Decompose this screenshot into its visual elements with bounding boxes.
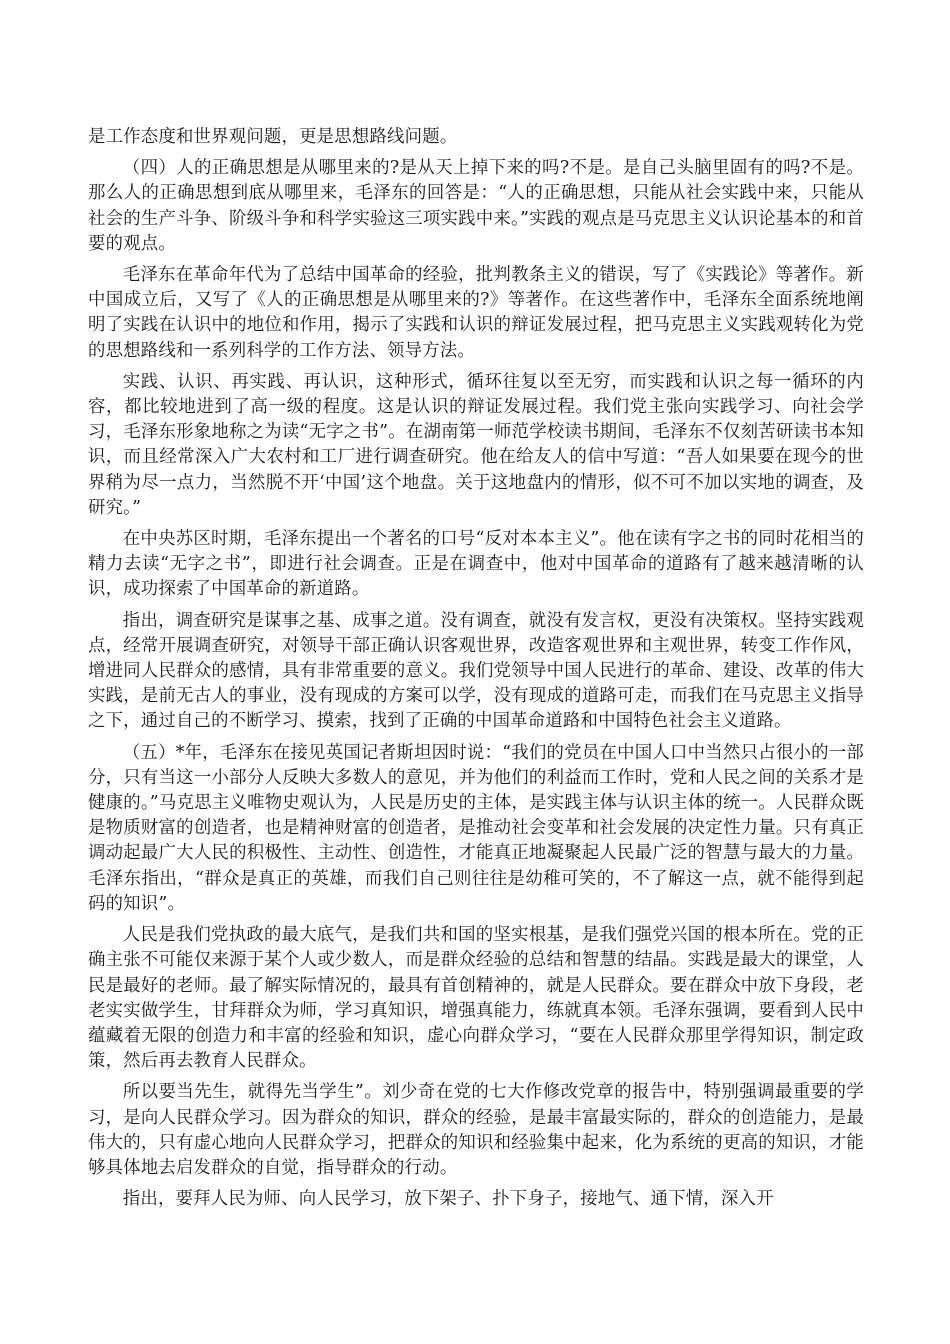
paragraph-5: 在中央苏区时期，毛泽东提出一个著名的口号“反对本本主义”。他在读有字之书的同时花相当的精力去读“无字之书”，即进行社会调查。正是在调查中，他对中国革命的道路有了越来越清晰的认识，成功探索了中国革命的新道路。 [88, 529, 864, 600]
paragraph-2: （四）人的正确思想是从哪里来的?是从天上掉下来的吗?不是。是自己头脑里固有的吗?不是。那么人的正确思想到底从哪里来，毛泽东的回答是：“人的正确思想，只能从社会实践中来，只能从社会的生产斗争、阶级斗争和科学实验这三项实践中来。”实践的观点是马克思主义认识论基本的和首要的观点。 [88, 158, 864, 254]
document-page [88, 125, 864, 1218]
paragraph-9: 所以要当先生，就得先当学生”。刘少奇在党的七大作修改党章的报告中，特别强调最重要的学习，是向人民群众学习。因为群众的知识，群众的经验，是最丰富最实际的，群众的创造能力，是最伟大的，只有虚心地向人民群众学习，把群众的知识和经验集中起来，化为系统的更高的知识，才能够具体地去启发群众的自觉，指导群众的行动。 [88, 1082, 864, 1178]
paragraph-1: 是工作态度和世界观问题，更是思想路线问题。 [88, 127, 458, 147]
paragraph-7: （五）*年，毛泽东在接见英国记者斯坦因时说：“我们的党员在中国人口中当然只占很小的一部分，只有当这一小部分人反映大多数人的意见，并为他们的利益而工作时，党和人民之间的关系才是健康的。”马克思主义唯物史观认为，人民是历史的主体，是实践主体与认识主体的统一。人民群众既是物质财富的创造者，也是精神财富的创造者，是推动社会变革和社会发展的决定性力量。只有真正调动起最广大人民的积极性、主动性、创造性，才能真正地凝聚起人民最广泛的智慧与最大的力量。毛泽东指出，“群众是真正的英雄，而我们自己则往往是幼稚可笑的，不了解这一点，就不能得到起码的知识”。 [88, 742, 864, 914]
paragraph-6: 指出，调查研究是谋事之基、成事之道。没有调查，就没有发言权，更没有决策权。坚持实践观点，经常开展调查研究，对领导干部正确认识客观世界，改造客观世界和主观世界，转变工作作风，增进同人民群众的感情，具有非常重要的意义。我们党领导中国人民进行的革命、建设、改革的伟大实践，是前无古人的事业，没有现成的方案可以学，没有现成的道路可走，而我们在马克思主义指导之下，通过自己的不断学习、摸索，找到了正确的中国革命道路和中国特色社会主义道路。 [88, 610, 864, 732]
paragraph-8: 人民是我们党执政的最大底气，是我们共和国的坚实根基，是我们强党兴国的根本所在。党的正确主张不可能仅来源于某个人或少数人，而是群众经验的总结和智慧的结晶。实践是最大的课堂，人民是最好的老师。最了解实际情况的，最具有首创精神的，就是人民群众。要在群众中放下身段，老老实实做学生，甘拜群众为师，学习真知识，增强真能力，练就真本领。毛泽东强调，要看到人民中蕴藏着无限的创造力和丰富的经验和知识，虚心向群众学习，“要在人民群众那里学得知识，制定政策，然后再去教育人民群众。 [88, 925, 864, 1072]
paragraph-10: 指出，要拜人民为师、向人民学习，放下架子、扑下身子，接地气、通下情，深入开 [122, 1189, 774, 1210]
paragraph-4: 实践、认识、再实践、再认识，这种形式，循环往复以至无穷，而实践和认识之每一循环的内容，都比较地进到了高一级的程度。这是认识的辩证发展过程。我们党主张向实践学习、向社会学习，毛泽东形象地称之为读“无字之书”。在湖南第一师范学校读书期间，毛泽东不仅刻苦研读书本知识，而且经常深入广大农村和工厂进行调查研究。他在给友人的信中写道：“吾人如果要在现今的世界稍为尽一点力，当然脱不开‘中国’这个地盘。关于这地盘内的情形，似不可不加以实地的调查，及研究。” [88, 371, 864, 518]
paragraph-3: 毛泽东在革命年代为了总结中国革命的经验，批判教条主义的错误，写了《实践论》等著作。新中国成立后，又写了《人的正确思想是从哪里来的?》等著作。在这些著作中，毛泽东全面系统地阐明了实践在认识中的地位和作用，揭示了实践和认识的辩证发展过程，把马克思主义实践观转化为党的思想路线和一系列科学的工作方法、领导方法。 [88, 265, 864, 361]
